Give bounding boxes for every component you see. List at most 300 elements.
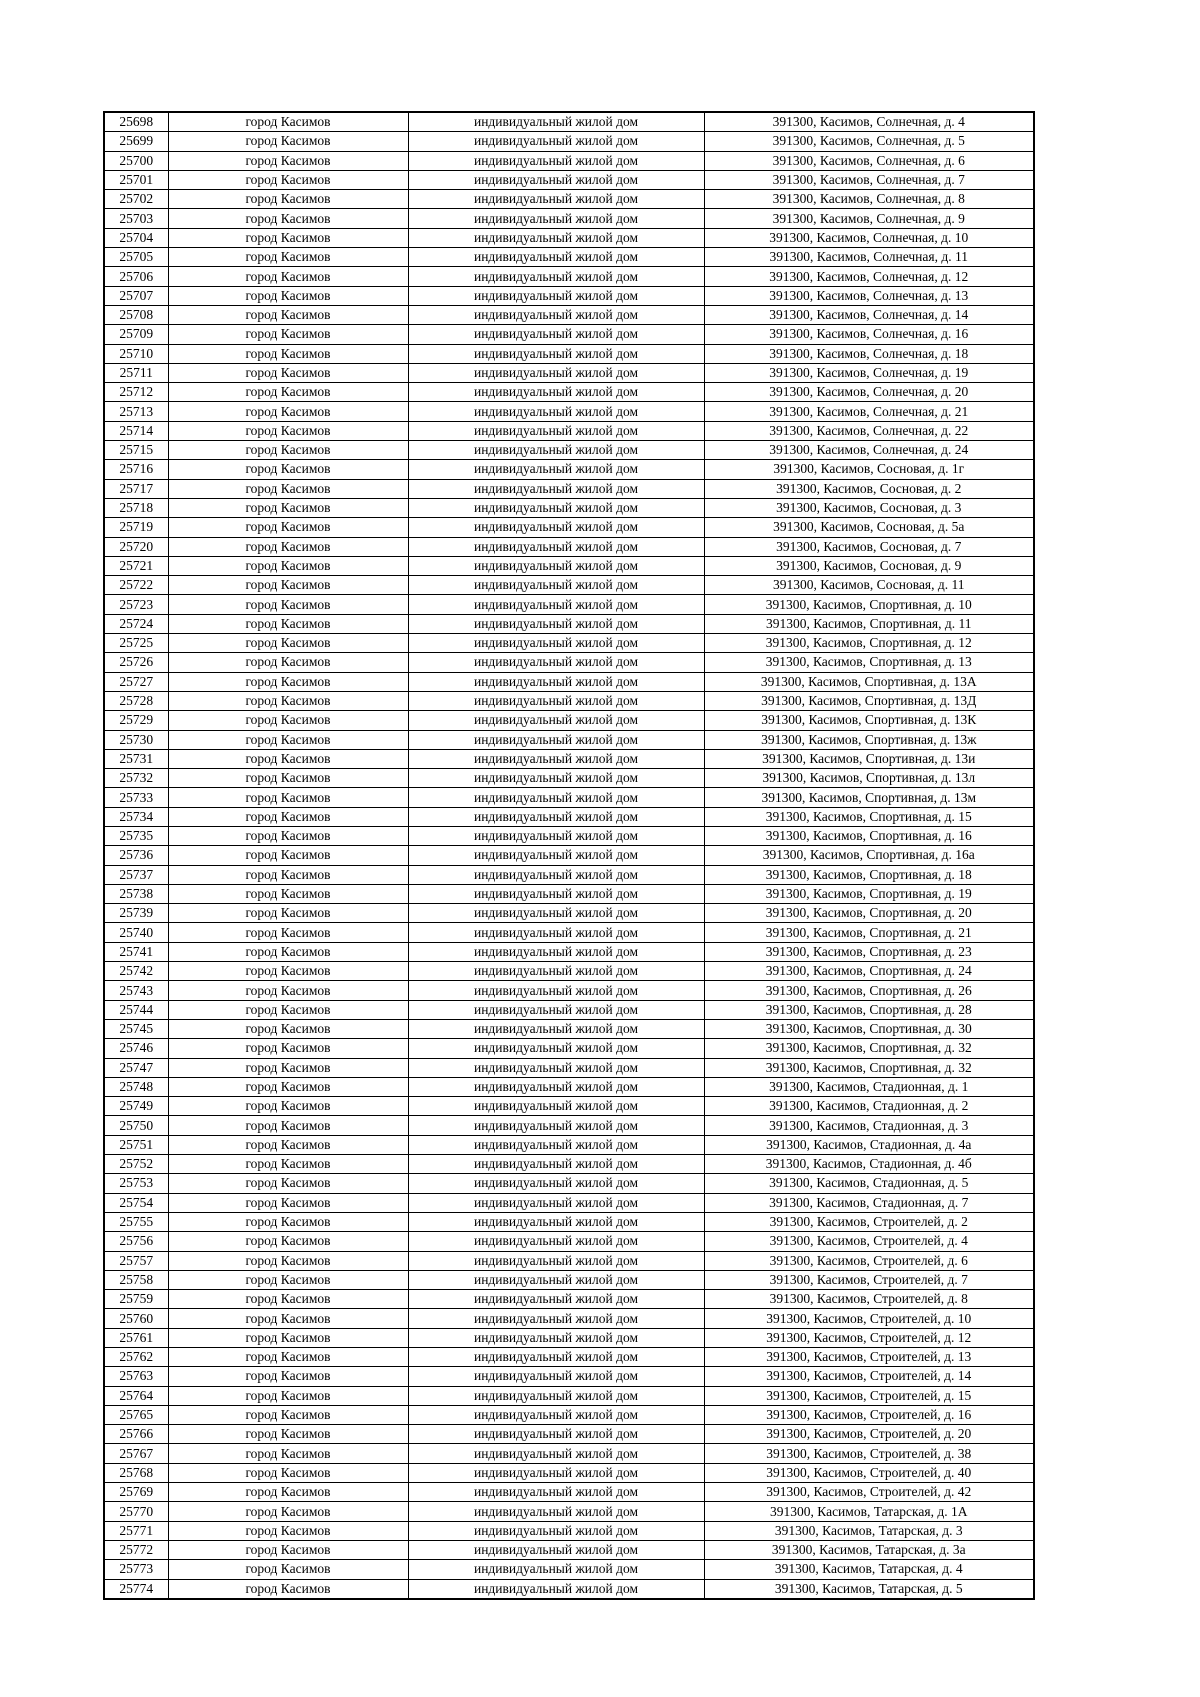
locality-cell: город Касимов (168, 942, 408, 961)
record-id-cell: 25709 (104, 325, 168, 344)
locality-cell: город Касимов (168, 190, 408, 209)
record-id-cell: 25708 (104, 305, 168, 324)
address-cell: 391300, Касимов, Солнечная, д. 19 (704, 363, 1034, 382)
table-row (104, 248, 1034, 267)
building-type-cell: индивидуальный жилой дом (408, 170, 704, 189)
locality-cell: город Касимов (168, 1290, 408, 1309)
address-cell: 391300, Касимов, Строителей, д. 6 (704, 1251, 1034, 1270)
table-row (104, 537, 1034, 556)
address-cell: 391300, Касимов, Солнечная, д. 20 (704, 383, 1034, 402)
record-id-cell: 25756 (104, 1232, 168, 1251)
address-cell: 391300, Касимов, Спортивная, д. 13К (704, 711, 1034, 730)
table-row (104, 1039, 1034, 1058)
table-row (104, 1386, 1034, 1405)
table-row (104, 1174, 1034, 1193)
locality-cell: город Касимов (168, 344, 408, 363)
address-cell: 391300, Касимов, Строителей, д. 10 (704, 1309, 1034, 1328)
building-type-cell: индивидуальный жилой дом (408, 923, 704, 942)
table-row (104, 228, 1034, 247)
table-row (104, 1212, 1034, 1231)
record-id-cell: 25747 (104, 1058, 168, 1077)
address-cell: 391300, Касимов, Стадионная, д. 5 (704, 1174, 1034, 1193)
building-type-cell: индивидуальный жилой дом (408, 1405, 704, 1424)
locality-cell: город Касимов (168, 1135, 408, 1154)
locality-cell: город Касимов (168, 826, 408, 845)
table-row (104, 769, 1034, 788)
table-row (104, 479, 1034, 498)
address-cell: 391300, Касимов, Спортивная, д. 20 (704, 904, 1034, 923)
address-cell: 391300, Касимов, Спортивная, д. 13Д (704, 691, 1034, 710)
locality-cell: город Касимов (168, 112, 408, 132)
record-id-cell: 25701 (104, 170, 168, 189)
record-id-cell: 25720 (104, 537, 168, 556)
table-row (104, 209, 1034, 228)
record-id-cell: 25766 (104, 1425, 168, 1444)
address-cell: 391300, Касимов, Солнечная, д. 7 (704, 170, 1034, 189)
record-id-cell: 25725 (104, 634, 168, 653)
table-row (104, 1444, 1034, 1463)
building-type-cell: индивидуальный жилой дом (408, 942, 704, 961)
record-id-cell: 25742 (104, 962, 168, 981)
record-id-cell: 25738 (104, 884, 168, 903)
table-row (104, 286, 1034, 305)
table-row (104, 1232, 1034, 1251)
building-type-cell: индивидуальный жилой дом (408, 1270, 704, 1289)
locality-cell: город Касимов (168, 170, 408, 189)
record-id-cell: 25763 (104, 1367, 168, 1386)
locality-cell: город Касимов (168, 305, 408, 324)
building-type-cell: индивидуальный жилой дом (408, 1097, 704, 1116)
address-cell: 391300, Касимов, Строителей, д. 12 (704, 1328, 1034, 1347)
record-id-cell: 25773 (104, 1560, 168, 1579)
address-cell: 391300, Касимов, Солнечная, д. 24 (704, 441, 1034, 460)
address-cell: 391300, Касимов, Спортивная, д. 13л (704, 769, 1034, 788)
address-cell: 391300, Касимов, Солнечная, д. 11 (704, 248, 1034, 267)
locality-cell: город Касимов (168, 1039, 408, 1058)
record-id-cell: 25702 (104, 190, 168, 209)
building-type-cell: индивидуальный жилой дом (408, 112, 704, 132)
table-row (104, 1328, 1034, 1347)
table-row (104, 614, 1034, 633)
address-cell: 391300, Касимов, Татарская, д. 4 (704, 1560, 1034, 1579)
record-id-cell: 25728 (104, 691, 168, 710)
table-row (104, 884, 1034, 903)
address-cell: 391300, Касимов, Спортивная, д. 13 (704, 653, 1034, 672)
table-row (104, 190, 1034, 209)
building-type-cell: индивидуальный жилой дом (408, 151, 704, 170)
locality-cell: город Касимов (168, 151, 408, 170)
table-row (104, 170, 1034, 189)
address-cell: 391300, Касимов, Стадионная, д. 2 (704, 1097, 1034, 1116)
table-row (104, 1155, 1034, 1174)
building-type-cell: индивидуальный жилой дом (408, 1309, 704, 1328)
building-type-cell: индивидуальный жилой дом (408, 711, 704, 730)
building-type-cell: индивидуальный жилой дом (408, 1251, 704, 1270)
building-type-cell: индивидуальный жилой дом (408, 363, 704, 382)
locality-cell: город Касимов (168, 402, 408, 421)
locality-cell: город Касимов (168, 363, 408, 382)
building-type-cell: индивидуальный жилой дом (408, 441, 704, 460)
locality-cell: город Касимов (168, 1463, 408, 1482)
table-row (104, 691, 1034, 710)
table-row (104, 1425, 1034, 1444)
address-cell: 391300, Касимов, Спортивная, д. 28 (704, 1000, 1034, 1019)
building-type-cell: индивидуальный жилой дом (408, 1463, 704, 1482)
address-cell: 391300, Касимов, Спортивная, д. 11 (704, 614, 1034, 633)
record-id-cell: 25767 (104, 1444, 168, 1463)
table-row (104, 788, 1034, 807)
table-body (104, 112, 1034, 1599)
table-row (104, 1019, 1034, 1038)
locality-cell: город Касимов (168, 884, 408, 903)
record-id-cell: 25748 (104, 1077, 168, 1096)
table-row (104, 460, 1034, 479)
address-cell: 391300, Касимов, Солнечная, д. 12 (704, 267, 1034, 286)
address-cell: 391300, Касимов, Спортивная, д. 15 (704, 807, 1034, 826)
record-id-cell: 25774 (104, 1579, 168, 1599)
address-cell: 391300, Касимов, Солнечная, д. 5 (704, 132, 1034, 151)
record-id-cell: 25721 (104, 556, 168, 575)
table-row (104, 865, 1034, 884)
locality-cell: город Касимов (168, 807, 408, 826)
table-row (104, 1560, 1034, 1579)
locality-cell: город Касимов (168, 711, 408, 730)
address-cell: 391300, Касимов, Строителей, д. 14 (704, 1367, 1034, 1386)
building-type-cell: индивидуальный жилой дом (408, 576, 704, 595)
locality-cell: город Касимов (168, 209, 408, 228)
building-type-cell: индивидуальный жилой дом (408, 634, 704, 653)
locality-cell: город Касимов (168, 441, 408, 460)
locality-cell: город Касимов (168, 1058, 408, 1077)
locality-cell: город Касимов (168, 1097, 408, 1116)
record-id-cell: 25762 (104, 1348, 168, 1367)
table-row (104, 112, 1034, 132)
record-id-cell: 25714 (104, 421, 168, 440)
address-cell: 391300, Касимов, Строителей, д. 13 (704, 1348, 1034, 1367)
building-type-cell: индивидуальный жилой дом (408, 132, 704, 151)
table-row (104, 1116, 1034, 1135)
building-type-cell: индивидуальный жилой дом (408, 653, 704, 672)
locality-cell: город Касимов (168, 1483, 408, 1502)
record-id-cell: 25752 (104, 1155, 168, 1174)
address-cell: 391300, Касимов, Спортивная, д. 16а (704, 846, 1034, 865)
address-cell: 391300, Касимов, Солнечная, д. 9 (704, 209, 1034, 228)
address-cell: 391300, Касимов, Солнечная, д. 10 (704, 228, 1034, 247)
record-id-cell: 25753 (104, 1174, 168, 1193)
record-id-cell: 25736 (104, 846, 168, 865)
record-id-cell: 25705 (104, 248, 168, 267)
table-row (104, 1135, 1034, 1154)
address-cell: 391300, Касимов, Спортивная, д. 24 (704, 962, 1034, 981)
locality-cell: город Касимов (168, 614, 408, 633)
locality-cell: город Касимов (168, 653, 408, 672)
address-cell: 391300, Касимов, Строителей, д. 20 (704, 1425, 1034, 1444)
record-id-cell: 25699 (104, 132, 168, 151)
locality-cell: город Касимов (168, 1155, 408, 1174)
building-type-cell: индивидуальный жилой дом (408, 749, 704, 768)
record-id-cell: 25739 (104, 904, 168, 923)
locality-cell: город Касимов (168, 479, 408, 498)
table-row (104, 1058, 1034, 1077)
record-id-cell: 25764 (104, 1386, 168, 1405)
record-id-cell: 25731 (104, 749, 168, 768)
locality-cell: город Касимов (168, 1405, 408, 1424)
building-type-cell: индивидуальный жилой дом (408, 691, 704, 710)
table-row (104, 1463, 1034, 1482)
address-cell: 391300, Касимов, Спортивная, д. 23 (704, 942, 1034, 961)
locality-cell: город Касимов (168, 576, 408, 595)
address-cell: 391300, Касимов, Спортивная, д. 13м (704, 788, 1034, 807)
table-row (104, 1193, 1034, 1212)
locality-cell: город Касимов (168, 923, 408, 942)
locality-cell: город Касимов (168, 286, 408, 305)
locality-cell: город Касимов (168, 1232, 408, 1251)
record-id-cell: 25770 (104, 1502, 168, 1521)
building-type-cell: индивидуальный жилой дом (408, 1540, 704, 1559)
record-id-cell: 25765 (104, 1405, 168, 1424)
building-type-cell: индивидуальный жилой дом (408, 865, 704, 884)
building-type-cell: индивидуальный жилой дом (408, 1155, 704, 1174)
locality-cell: город Касимов (168, 730, 408, 749)
locality-cell: город Касимов (168, 498, 408, 517)
building-type-cell: индивидуальный жилой дом (408, 1058, 704, 1077)
table-row (104, 942, 1034, 961)
record-id-cell: 25730 (104, 730, 168, 749)
table-row (104, 730, 1034, 749)
table-row (104, 421, 1034, 440)
building-type-cell: индивидуальный жилой дом (408, 1290, 704, 1309)
building-type-cell: индивидуальный жилой дом (408, 498, 704, 517)
locality-cell: город Касимов (168, 1348, 408, 1367)
table-row (104, 749, 1034, 768)
locality-cell: город Касимов (168, 595, 408, 614)
building-type-cell: индивидуальный жилой дом (408, 518, 704, 537)
address-cell: 391300, Касимов, Солнечная, д. 21 (704, 402, 1034, 421)
table-row (104, 711, 1034, 730)
table-row (104, 1251, 1034, 1270)
table-row (104, 826, 1034, 845)
locality-cell: город Касимов (168, 1000, 408, 1019)
locality-cell: город Касимов (168, 1540, 408, 1559)
table-row (104, 305, 1034, 324)
building-type-cell: индивидуальный жилой дом (408, 672, 704, 691)
table-row (104, 344, 1034, 363)
locality-cell: город Касимов (168, 383, 408, 402)
locality-cell: город Касимов (168, 1444, 408, 1463)
building-type-cell: индивидуальный жилой дом (408, 595, 704, 614)
address-cell: 391300, Касимов, Строителей, д. 7 (704, 1270, 1034, 1289)
record-id-cell: 25719 (104, 518, 168, 537)
address-cell: 391300, Касимов, Татарская, д. 3а (704, 1540, 1034, 1559)
building-type-cell: индивидуальный жилой дом (408, 344, 704, 363)
locality-cell: город Касимов (168, 518, 408, 537)
table-row (104, 1097, 1034, 1116)
building-type-cell: индивидуальный жилой дом (408, 1425, 704, 1444)
building-type-cell: индивидуальный жилой дом (408, 981, 704, 1000)
table-row (104, 672, 1034, 691)
address-cell: 391300, Касимов, Сосновая, д. 1г (704, 460, 1034, 479)
address-cell: 391300, Касимов, Солнечная, д. 6 (704, 151, 1034, 170)
address-cell: 391300, Касимов, Спортивная, д. 13А (704, 672, 1034, 691)
record-id-cell: 25769 (104, 1483, 168, 1502)
address-cell: 391300, Касимов, Стадионная, д. 7 (704, 1193, 1034, 1212)
record-id-cell: 25724 (104, 614, 168, 633)
building-type-cell: индивидуальный жилой дом (408, 1039, 704, 1058)
building-type-cell: индивидуальный жилой дом (408, 1483, 704, 1502)
record-id-cell: 25716 (104, 460, 168, 479)
table-row (104, 1077, 1034, 1096)
record-id-cell: 25726 (104, 653, 168, 672)
building-type-cell: индивидуальный жилой дом (408, 1174, 704, 1193)
record-id-cell: 25735 (104, 826, 168, 845)
address-cell: 391300, Касимов, Татарская, д. 3 (704, 1521, 1034, 1540)
address-cell: 391300, Касимов, Спортивная, д. 19 (704, 884, 1034, 903)
table-row (104, 595, 1034, 614)
address-cell: 391300, Касимов, Спортивная, д. 10 (704, 595, 1034, 614)
table-row (104, 151, 1034, 170)
building-type-cell: индивидуальный жилой дом (408, 1521, 704, 1540)
locality-cell: город Касимов (168, 1174, 408, 1193)
locality-cell: город Касимов (168, 1270, 408, 1289)
address-cell: 391300, Касимов, Спортивная, д. 16 (704, 826, 1034, 845)
address-cell: 391300, Касимов, Сосновая, д. 7 (704, 537, 1034, 556)
address-cell: 391300, Касимов, Татарская, д. 1А (704, 1502, 1034, 1521)
building-type-cell: индивидуальный жилой дом (408, 826, 704, 845)
locality-cell: город Касимов (168, 132, 408, 151)
building-type-cell: индивидуальный жилой дом (408, 1212, 704, 1231)
building-type-cell: индивидуальный жилой дом (408, 537, 704, 556)
building-type-cell: индивидуальный жилой дом (408, 1019, 704, 1038)
locality-cell: город Касимов (168, 228, 408, 247)
record-id-cell: 25703 (104, 209, 168, 228)
locality-cell: город Касимов (168, 672, 408, 691)
building-type-cell: индивидуальный жилой дом (408, 1579, 704, 1599)
table-row (104, 846, 1034, 865)
locality-cell: город Касимов (168, 634, 408, 653)
locality-cell: город Касимов (168, 1212, 408, 1231)
building-type-cell: индивидуальный жилой дом (408, 1386, 704, 1405)
record-id-cell: 25761 (104, 1328, 168, 1347)
locality-cell: город Касимов (168, 1077, 408, 1096)
building-type-cell: индивидуальный жилой дом (408, 769, 704, 788)
locality-cell: город Касимов (168, 788, 408, 807)
table-row (104, 267, 1034, 286)
table-row (104, 498, 1034, 517)
address-cell: 391300, Касимов, Сосновая, д. 2 (704, 479, 1034, 498)
address-cell: 391300, Касимов, Стадионная, д. 3 (704, 1116, 1034, 1135)
record-id-cell: 25758 (104, 1270, 168, 1289)
record-id-cell: 25741 (104, 942, 168, 961)
address-cell: 391300, Касимов, Строителей, д. 2 (704, 1212, 1034, 1231)
building-type-cell: индивидуальный жилой дом (408, 962, 704, 981)
table-row (104, 1521, 1034, 1540)
building-type-cell: индивидуальный жилой дом (408, 884, 704, 903)
address-cell: 391300, Касимов, Сосновая, д. 3 (704, 498, 1034, 517)
building-type-cell: индивидуальный жилой дом (408, 1367, 704, 1386)
address-cell: 391300, Касимов, Спортивная, д. 18 (704, 865, 1034, 884)
locality-cell: город Касимов (168, 1019, 408, 1038)
building-type-cell: индивидуальный жилой дом (408, 807, 704, 826)
locality-cell: город Касимов (168, 325, 408, 344)
locality-cell: город Касимов (168, 1309, 408, 1328)
address-cell: 391300, Касимов, Строителей, д. 16 (704, 1405, 1034, 1424)
record-id-cell: 25729 (104, 711, 168, 730)
record-id-cell: 25711 (104, 363, 168, 382)
table-row (104, 518, 1034, 537)
locality-cell: город Касимов (168, 460, 408, 479)
locality-cell: город Касимов (168, 1579, 408, 1599)
record-id-cell: 25722 (104, 576, 168, 595)
address-cell: 391300, Касимов, Сосновая, д. 5а (704, 518, 1034, 537)
record-id-cell: 25743 (104, 981, 168, 1000)
address-table (103, 111, 1035, 1600)
table-row (104, 132, 1034, 151)
address-cell: 391300, Касимов, Солнечная, д. 8 (704, 190, 1034, 209)
building-type-cell: индивидуальный жилой дом (408, 383, 704, 402)
table-row (104, 1483, 1034, 1502)
building-type-cell: индивидуальный жилой дом (408, 1328, 704, 1347)
record-id-cell: 25768 (104, 1463, 168, 1482)
record-id-cell: 25757 (104, 1251, 168, 1270)
record-id-cell: 25715 (104, 441, 168, 460)
locality-cell: город Касимов (168, 1521, 408, 1540)
building-type-cell: индивидуальный жилой дом (408, 248, 704, 267)
address-cell: 391300, Касимов, Спортивная, д. 12 (704, 634, 1034, 653)
building-type-cell: индивидуальный жилой дом (408, 1232, 704, 1251)
locality-cell: город Касимов (168, 1502, 408, 1521)
address-cell: 391300, Касимов, Солнечная, д. 22 (704, 421, 1034, 440)
locality-cell: город Касимов (168, 537, 408, 556)
locality-cell: город Касимов (168, 981, 408, 1000)
locality-cell: город Касимов (168, 421, 408, 440)
table-row (104, 1367, 1034, 1386)
record-id-cell: 25759 (104, 1290, 168, 1309)
locality-cell: город Касимов (168, 1116, 408, 1135)
table-row (104, 1309, 1034, 1328)
record-id-cell: 25750 (104, 1116, 168, 1135)
building-type-cell: индивидуальный жилой дом (408, 1077, 704, 1096)
table-row (104, 634, 1034, 653)
record-id-cell: 25771 (104, 1521, 168, 1540)
building-type-cell: индивидуальный жилой дом (408, 286, 704, 305)
address-cell: 391300, Касимов, Стадионная, д. 1 (704, 1077, 1034, 1096)
address-cell: 391300, Касимов, Спортивная, д. 32 (704, 1058, 1034, 1077)
locality-cell: город Касимов (168, 1425, 408, 1444)
table-row (104, 981, 1034, 1000)
building-type-cell: индивидуальный жилой дом (408, 305, 704, 324)
table-row (104, 904, 1034, 923)
record-id-cell: 25740 (104, 923, 168, 942)
building-type-cell: индивидуальный жилой дом (408, 190, 704, 209)
locality-cell: город Касимов (168, 267, 408, 286)
record-id-cell: 25745 (104, 1019, 168, 1038)
table-row (104, 1540, 1034, 1559)
record-id-cell: 25727 (104, 672, 168, 691)
record-id-cell: 25704 (104, 228, 168, 247)
address-cell: 391300, Касимов, Спортивная, д. 13ж (704, 730, 1034, 749)
locality-cell: город Касимов (168, 962, 408, 981)
table-row (104, 556, 1034, 575)
table-row (104, 1290, 1034, 1309)
table-row (104, 923, 1034, 942)
record-id-cell: 25754 (104, 1193, 168, 1212)
record-id-cell: 25698 (104, 112, 168, 132)
table-row (104, 1270, 1034, 1289)
record-id-cell: 25760 (104, 1309, 168, 1328)
table-row (104, 576, 1034, 595)
building-type-cell: индивидуальный жилой дом (408, 614, 704, 633)
record-id-cell: 25710 (104, 344, 168, 363)
